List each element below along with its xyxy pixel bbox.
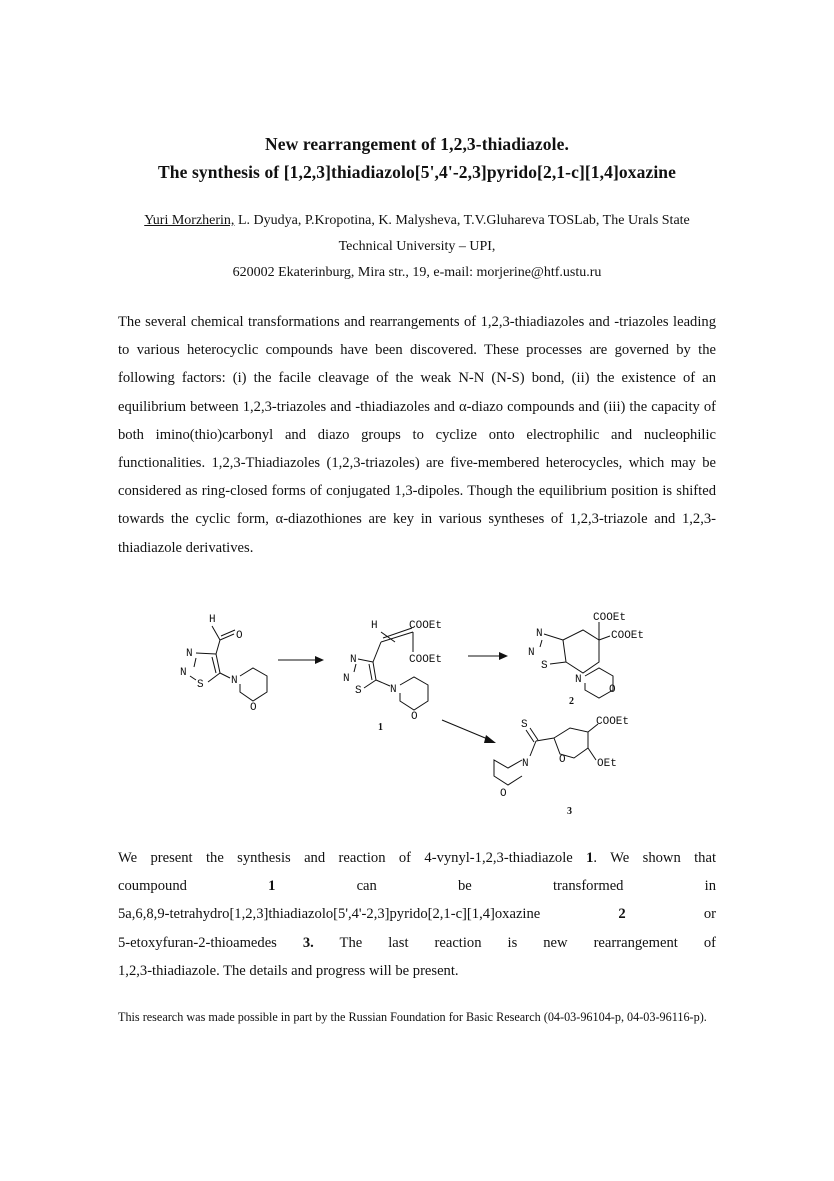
- bond: [536, 738, 554, 741]
- bond: [599, 636, 610, 640]
- atom-n-label: N: [575, 674, 582, 686]
- bond: [212, 626, 220, 640]
- results-word: can: [356, 878, 377, 895]
- bond: [221, 630, 235, 636]
- results-word: transformed: [552, 878, 624, 895]
- atom-o-label: O: [500, 788, 507, 800]
- atom-n-label: N: [390, 684, 397, 696]
- atom-n-label: N: [350, 654, 357, 666]
- compound-name: 5a,6,8,9-tetrahydro[1,2,3]thiadiazolo[5',4'-2,3]pyrido[2,1-c][1,4]oxazine: [118, 906, 541, 923]
- atom-o-label: O: [559, 754, 566, 766]
- atom-s-label: S: [197, 679, 204, 691]
- bond: [216, 640, 220, 654]
- bond: [220, 673, 230, 678]
- morpholine-ring: [240, 668, 267, 701]
- atom-o-label: O: [609, 684, 616, 696]
- paper-title-line-2: The synthesis of [1,2,3]thiadiazolo[5',4'-2,3]pyrido[2,1-c][1,4]oxazine: [158, 162, 676, 182]
- atom-n-label: N: [186, 648, 193, 660]
- atom-o-label: O: [236, 630, 243, 642]
- presenting-author: Yuri Morzherin,: [144, 213, 235, 228]
- author-block: [118, 208, 716, 286]
- ester-group-label: COOEt: [596, 716, 630, 728]
- bond: [364, 680, 376, 688]
- paper-title-line-1: New rearrangement of 1,2,3-thiadiazole.: [265, 134, 569, 154]
- arrow-head: [315, 656, 324, 664]
- compound-number-1: 1: [378, 722, 383, 733]
- bond: [190, 676, 196, 680]
- bond: [216, 654, 220, 673]
- bond: [373, 662, 376, 680]
- results-line-4: [118, 929, 716, 957]
- bond: [220, 634, 234, 640]
- compound-number-2: 2: [569, 696, 574, 707]
- bond: [369, 664, 372, 680]
- bond: [212, 657, 216, 673]
- results-word: coumpound: [118, 878, 187, 895]
- ester-group-label: COOEt: [611, 630, 645, 642]
- ester-group-label: COOEt: [409, 654, 443, 666]
- atom-n-label: N: [522, 758, 529, 770]
- ethoxy-group-label: OEt: [597, 758, 617, 770]
- atom-s-label: S: [355, 685, 362, 697]
- compound-1-structure: [343, 620, 442, 733]
- reaction-arrow: [442, 720, 490, 740]
- results-text: 5-etoxyfuran-2-thioamedes: [118, 934, 303, 951]
- results-line-1: [118, 844, 716, 872]
- bond: [358, 659, 373, 662]
- reaction-scheme: [150, 600, 690, 830]
- bond: [550, 662, 566, 664]
- morpholine-ring: [400, 677, 428, 710]
- pyridine-ring: [563, 630, 599, 673]
- compound-ref-1: 1: [586, 850, 594, 866]
- arrow-head: [499, 652, 508, 660]
- atom-h-label: H: [371, 620, 378, 632]
- compound-2-structure: [528, 612, 644, 707]
- bond: [530, 741, 536, 756]
- atom-o-label: O: [411, 711, 418, 723]
- atom-h-label: H: [209, 614, 216, 626]
- results-word: or: [703, 906, 716, 923]
- bond: [208, 673, 220, 682]
- author-list: [118, 208, 716, 260]
- arrow-head: [484, 735, 496, 743]
- ester-group-label: COOEt: [593, 612, 627, 624]
- introduction-paragraph: The several chemical transformations and rearrangements of 1,2,3-thiadiazoles and -triazoles leading to various heterocyclic compounds have been discovered. These processes are governed by the following factors: (i) the facile cleavage of the weak N-N (N-S) bond, (ii) the existence of an equilibrium between 1,2,3-triazoles and -thiadiazoles and α-diazo compounds and (iii) the capacity of both imino(thio)carbonyl and diazo groups to cyclize onto electrophilic and nucleophilic functionalities. 1,2,3-Thiadiazoles (1,2,3-triazoles) are five-membered heterocycles, which may be considered as ring-closed forms of conjugated 1,3-dipoles. Though the equilibrium position is shifted towards the cyclic form, α-diazothiones are key in various syntheses of 1,2,3-triazole and 1,2,3-thiadiazole derivatives.: [118, 314, 716, 556]
- funding-footnote: This research was made possible in part by the Russian Foundation for Basic Research (04-03-96104-p, 04-03-96116-p).: [118, 1010, 707, 1024]
- results-text: . We shown that: [593, 850, 717, 866]
- results-text: The last reaction is new rearrangement of: [313, 934, 716, 951]
- compound-3-structure: [494, 716, 629, 817]
- bond: [376, 680, 390, 686]
- compound-ref-2: 2: [618, 906, 626, 923]
- results-paragraph: [118, 844, 716, 985]
- results-line-5: 1,2,3-thiadiazole. The details and progress will be present.: [118, 962, 459, 979]
- results-line-3: [118, 900, 716, 928]
- compound-ref-1: 1: [268, 878, 276, 895]
- atom-n-label: N: [180, 667, 187, 679]
- atom-n-label: N: [231, 675, 238, 687]
- atom-s-label: S: [521, 719, 528, 731]
- compound-number-3: 3: [567, 806, 572, 817]
- bond: [373, 642, 381, 662]
- atom-n-label: N: [528, 647, 535, 659]
- results-text: We present the synthesis and reaction of 4-vynyl-1,2,3-thiadiazole: [118, 850, 587, 866]
- bond: [544, 634, 563, 640]
- address-line: 620002 Ekaterinburg, Mira str., 19, e-mail: morjerine@htf.ustu.ru: [232, 265, 602, 280]
- results-line-2: [118, 872, 716, 900]
- bond: [196, 653, 216, 654]
- atom-n-label: N: [536, 628, 543, 640]
- bond: [194, 658, 196, 667]
- results-word: in: [704, 878, 716, 895]
- atom-n-label: N: [343, 673, 350, 685]
- bond: [588, 748, 596, 760]
- atom-o-label: O: [250, 702, 257, 714]
- compound-ref-3: 3.: [302, 934, 314, 951]
- morpholine-ring: [494, 760, 522, 785]
- atom-s-label: S: [541, 660, 548, 672]
- bond: [381, 632, 395, 642]
- co-authors-affiliation: L. Dyudya, P.Kropotina, K. Malysheva, T.V.Gluhareva TOSLab, The Urals State Technical University – UPI,: [234, 213, 690, 254]
- results-word: be: [458, 878, 472, 895]
- starting-material-structure: [180, 614, 267, 714]
- ester-group-label: COOEt: [409, 620, 443, 632]
- bond: [540, 640, 542, 647]
